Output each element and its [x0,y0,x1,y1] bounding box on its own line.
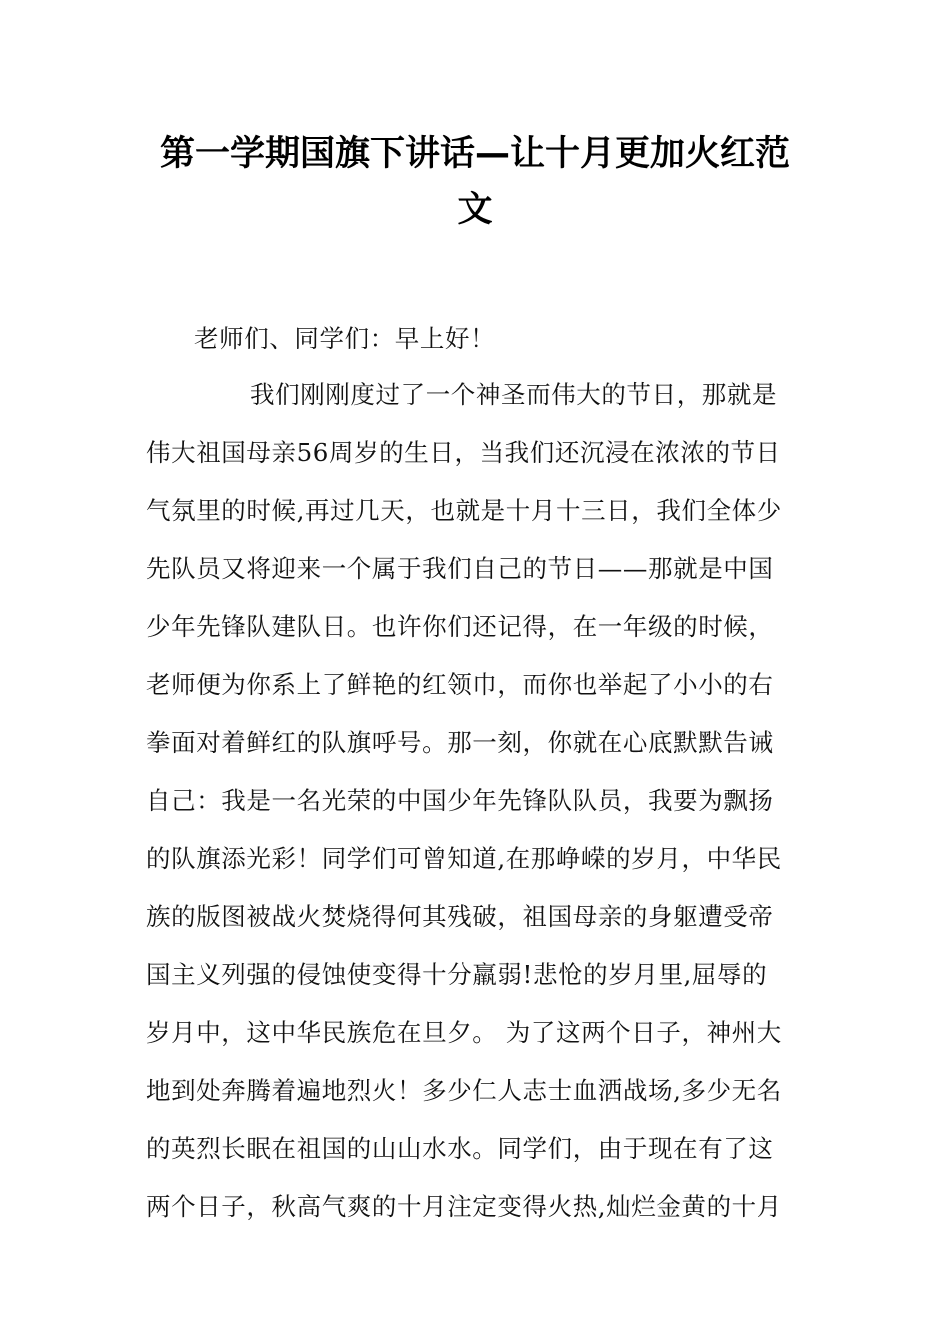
paragraph-line: 老师便为你系上了鲜艳的红领巾，而你也举起了小小的右 [146,670,774,699]
paragraph-line: 地到处奔腾着遍地烈火！多少仁人志士血洒战场,多少无名 [146,1076,782,1105]
paragraph-line: 两个日子，秋高气爽的十月注定变得火热,灿烂金黄的十月 [146,1192,782,1221]
document-title-line-2: 文 [457,190,493,230]
document-title-line-1: 第一学期国旗下讲话—让十月更加火红范 [159,134,790,174]
paragraph-line: 岁月中，这中华民族危在旦夕。 为了这两个日子，神州大 [146,1018,782,1047]
paragraph-line: 伟大祖国母亲56周岁的生日，当我们还沉浸在浓浓的节日 [146,438,781,467]
paragraph-line: 拳面对着鲜红的队旗呼号。那一刻，你就在心底默默告诫 [146,728,774,757]
paragraph-line: 族的版图被战火焚烧得何其残破，祖国母亲的身躯遭受帝 [146,902,774,931]
paragraph-line: 气氛里的时候,再过几天，也就是十月十三日，我们全体少 [146,496,782,525]
paragraph-line: 的队旗添光彩！同学们可曾知道,在那峥嵘的岁月，中华民 [146,844,782,873]
paragraph-line: 先队员又将迎来一个属于我们自己的节日——那就是中国 [146,554,774,583]
speech-paragraph [146,366,816,1236]
paragraph-line: 自己：我是一名光荣的中国少年先锋队队员，我要为飘扬 [146,786,774,815]
greeting-text: 老师们、同学们：早上好！ [194,324,496,353]
paragraph-line: 的英烈长眠在祖国的山山水水。同学们，由于现在有了这 [146,1134,774,1163]
paragraph-line: 少年先锋队建队日。也许你们还记得，在一年级的时候， [146,612,774,641]
paragraph-line: 我们刚刚度过了一个神圣而伟大的节日，那就是 [250,380,778,409]
paragraph-line: 国主义列强的侵蚀使变得十分羸弱!悲怆的岁月里,屈辱的 [146,960,768,989]
